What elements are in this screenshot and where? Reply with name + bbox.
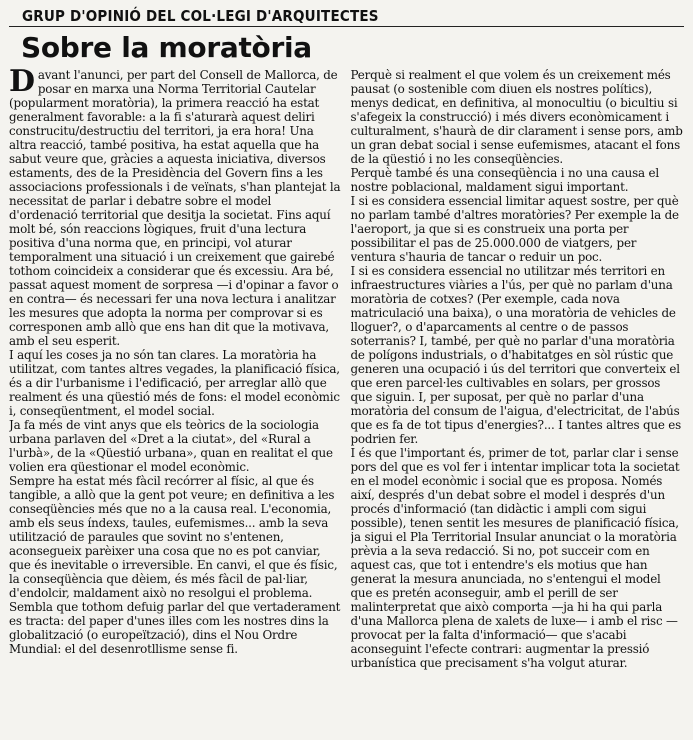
- header-rule: [9, 26, 684, 27]
- paragraph: Perquè també és una conseqüència i no una causa el nostre poblacional, maldament sigui important.: [350, 166, 659, 194]
- article-headline: Sobre la moratòria: [21, 31, 312, 64]
- paragraph: I és que l'important és, primer de tot, parlar clar i sense pors del que es vol fer i intentar implicar tota la societat en el model econòmic i social que es proposa. Només així, després d'un debat sobre el model i després d'un procés d'informació (tan didàctic i ampli com sigui possible), tenen sentit les mesures de planificació física, ja sigui el Pla Territorial Insular anunciat o la moratòria prèvia a la seva redacció. Si no, pot succeir com en aquest cas, que tot i entendre's els motius que han generat la mesura anunciada, no s'entengui el model que es pretén aconseguir, amb el perill de ser malinterpretat que això comporta —ja hi ha qui parla d'una Mallorca plena de xalets de luxe— i amb el risc —provocat per la falta d'informació— que s'acabi aconseguint l'efecte contrari: augmentar la pressió urbanística que precisament s'ha volgut aturar.: [350, 446, 680, 670]
- paragraph: Sempre ha estat més fàcil recórrer al físic, al que és tangible, a allò que la gent pot veure; en definitiva a les conseqüències més que no a la causa real. L'economia, amb els seus índexs, taules, eufemismes... amb la seva utilització de paraules que sovint no s'entenen, aconsegueix parèixer una cosa que no es pot canviar, que és inevitable o irreversible. En canvi, el que és físic, la conseqüència que dèiem, és més fàcil de pal·liar, d'endolcir, maldament això no resolgui el problema.: [9, 474, 338, 600]
- column-right: [351, 68, 685, 725]
- paragraph: I si es considera essencial limitar aquest sostre, per què no parlam també d'altres moratòries? Per exemple la de l'aeroport, ja que si es construeix una porta per possibilitar el pas de 25.000.000 de viatgers, per ventura s'hauria de tancar o reduir un poc.: [350, 194, 679, 264]
- paragraph: I aquí les coses ja no són tan clares. La moratòria ha utilitzat, com tantes altres vegades, la planificació física, és a dir l'urbanisme i l'edificació, per arreglar allò que realment és una qüestió més de fons: el model econòmic i, conseqüentment, el model social.: [9, 348, 340, 418]
- paragraph-text: avant l'anunci, per part del Consell de Mallorca, de posar en marxa una Norma Territorial Cautelar (popularment moratòria), la primera reacció ha estat generalment favorable: a la fi s'aturarà aquest deliri construcitu/destructiu del territori, ja era hora! Una altra reacció, també positiva, ha estat aquella que ha sabut veure que, gràcies a aquesta iniciativa, diversos estaments, des de la Presidència del Govern fins a les associacions professionals i de veïnats, s'han plantejat la necessitat de parlar i debatre sobre el model d'ordenació territorial que desitja la societat. Fins aquí molt bé, són reaccions lògiques, fruit d'una lectura positiva d'una norma que, en principi, vol aturar temporalment una situació i un creixement que gairebé tothom coincideix a considerar que és excessiu. Ara bé, passat aquest moment de sorpresa —i d'opinar a favor o en contra— és necessari fer una nova lectura i analitzar les mesures que adopta la norma per comprovar si es corresponen amb allò que ens han dit que la motivava, amb el seu esperit.: [9, 68, 341, 348]
- article-body: [9, 68, 684, 725]
- section-kicker: GRUP D'OPINIÓ DEL COL·LEGI D'ARQUITECTES: [22, 7, 379, 25]
- column-left: [9, 68, 343, 725]
- paragraph: Perquè si realment el que volem és un creixement més pausat (o sostenible com diuen els nostres polítics), menys dedicat, en definitiva, al monocultiu (o bicultiu si s'afegeix la construcció) i més divers econòmicament i culturalment, s'haurà de dir clarament i sense pors, amb un gran debat social i sense eufemismes, atacant el fons de la qüestió i no les conseqüències.: [350, 68, 683, 166]
- drop-cap: D: [9, 68, 35, 99]
- paragraph: I si es considera essencial no utilitzar més territori en infraestructures viàries a l'ús, per què no parlam d'una moratòria de cotxes? (Per exemple, cada nova matriculació una baixa), o una moratòria de vehicles de lloguer?, o d'aparcaments al centre o de passos soterranis? I, també, per què no parlar d'una moratòria de polígons industrials, o d'habitatges en sòl rústic que generen una ocupació i ús del territori que converteix el que eren parcel·les cultivables en solars, per grossos que siguin. I, per suposat, per què no parlar d'una moratòria del consum de l'aigua, d'electricitat, de l'abús que es fa de tot tipus d'energies?... I tantes altres que es podrien fer.: [350, 264, 681, 446]
- paragraph: [9, 68, 343, 348]
- paragraph: Ja fa més de vint anys que els teòrics de la sociologia urbana parlaven del «Dret a la ciutat», del «Rural a l'urbà», de la «Qüestió urbana», quan en realitat el que volien era qüestionar el model econòmic.: [9, 418, 333, 474]
- paragraph: Sembla que tothom defuig parlar del que vertaderament es tracta: del paper d'unes illes com les nostres dins la globalització (o europeïtzació), dins el Nou Ordre Mundial: el del desenrotllisme sense fi.: [9, 600, 341, 656]
